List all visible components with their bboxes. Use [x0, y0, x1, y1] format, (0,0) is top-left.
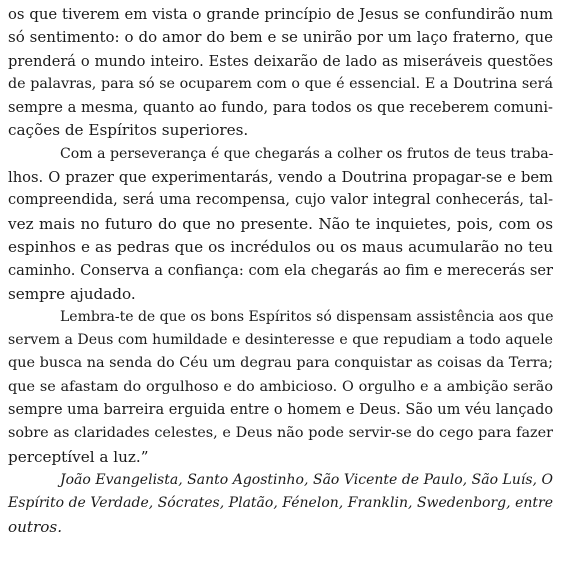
- text-line: sobre as claridades celestes, e Deus não pode servir-se do cego para fazer: [8, 425, 553, 442]
- text-line: que se afastam do orgulhoso e do ambicioso. O orgulho e a ambição serão: [8, 378, 553, 395]
- text-line: lhos. O prazer que experimentarás, vendo a Doutrina propagar-se e bem: [8, 169, 553, 187]
- text-line: de palavras, para só se ocuparem com o que é essencial. E a Doutrina será: [8, 75, 553, 92]
- text-line: sempre uma barreira erguida entre o homem e Deus. São um véu lançado: [8, 402, 554, 419]
- paragraph-1: [8, 3, 553, 143]
- text-line: vez mais no futuro do que no presente. Não te inquietes, pois, com os: [8, 214, 553, 233]
- text-line: servem a Deus com humildade e desinteresse e que repudiam a todo aquele: [8, 332, 553, 349]
- text-line: compreendida, será uma recompensa, cujo valor integral conhecerás, tal-: [8, 192, 553, 209]
- text-line: perceptível a luz.”: [8, 447, 149, 466]
- text-line: Com a perseverança é que chegarás a colher os frutos de teus traba-: [60, 145, 554, 162]
- text-line: sempre ajudado.: [8, 284, 136, 303]
- paragraph-2: [8, 143, 553, 306]
- signature-line: Espírito de Verdade, Sócrates, Platão, Fénelon, Franklin, Swedenborg, entre: [8, 495, 553, 512]
- signature-line: João Evangelista, Santo Agostinho, São Vicente de Paulo, São Luís, O: [60, 471, 553, 488]
- text-line: sempre a mesma, quanto ao fundo, para todos os que receberem comuni-: [8, 99, 553, 117]
- signature-line: outros.: [8, 517, 63, 536]
- text-line: espinhos e as pedras que os incrédulos ou os maus acumularão no teu: [8, 237, 553, 256]
- text-line: prenderá o mundo inteiro. Estes deixarão de lado as miseráveis questões: [8, 52, 553, 70]
- text-line: caminho. Conserva a confiança: com ela chegarás ao fim e merecerás ser: [8, 262, 553, 280]
- text-line: que busca na senda do Céu um degrau para conquistar as coisas da Terra;: [8, 355, 553, 372]
- text-line: os que tiverem em vista o grande princípio de Jesus se confundirão num: [8, 6, 553, 23]
- text-line: Lembra-te de que os bons Espíritos só dispensam assistência aos que: [60, 308, 554, 325]
- paragraph-3: [8, 306, 553, 469]
- text-line: só sentimento: o do amor do bem e se unirão por um laço fraterno, que: [8, 28, 553, 47]
- document-page: [8, 3, 553, 539]
- text-line: cações de Espíritos superiores.: [8, 121, 249, 140]
- signature-block: [8, 469, 553, 539]
